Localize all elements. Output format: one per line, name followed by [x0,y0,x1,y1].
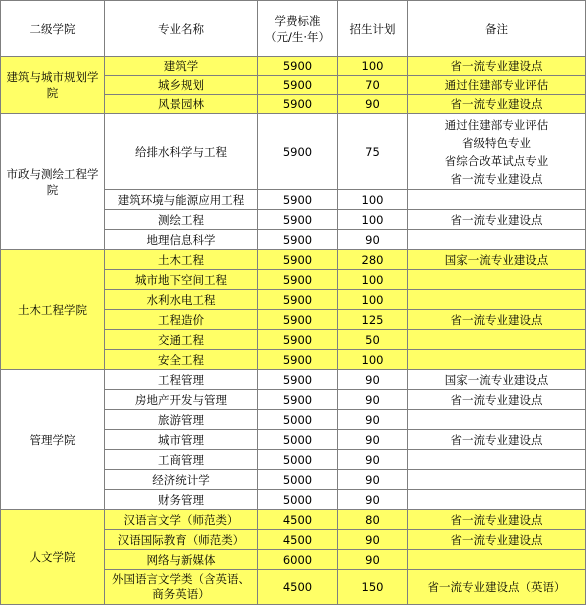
header-note: 备注 [408,1,586,57]
major-cell: 汉语言文学（师范类） [105,510,258,530]
note-cell: 国家一流专业建设点 [408,370,586,390]
plan-cell: 90 [338,230,408,250]
plan-cell: 75 [338,114,408,190]
note-cell [408,470,586,490]
major-cell: 土木工程 [105,250,258,270]
header-major: 专业名称 [105,1,258,57]
header-plan: 招生计划 [338,1,408,57]
table-row [1,510,586,530]
fee-cell: 5900 [258,114,338,190]
plan-cell: 100 [338,290,408,310]
fee-cell: 5000 [258,450,338,470]
header-college: 二级学院 [1,1,105,57]
major-cell: 测绘工程 [105,210,258,230]
note-cell: 省一流专业建设点 [408,430,586,450]
plan-cell: 90 [338,490,408,510]
major-cell: 风景园林 [105,95,258,114]
note-cell [408,330,586,350]
note-cell: 省一流专业建设点 [408,310,586,330]
college-cell [1,510,105,605]
note-cell: 省一流专业建设点 [408,390,586,410]
major-cell: 网络与新媒体 [105,550,258,570]
major-cell: 交通工程 [105,330,258,350]
fee-cell: 5000 [258,490,338,510]
major-cell: 安全工程 [105,350,258,370]
fee-cell: 5000 [258,470,338,490]
fee-cell: 5900 [258,310,338,330]
note-cell: 省一流专业建设点 [408,210,586,230]
plan-cell: 90 [338,530,408,550]
plan-cell: 80 [338,510,408,530]
fee-cell: 5900 [258,370,338,390]
major-cell: 旅游管理 [105,410,258,430]
fee-cell: 5900 [258,330,338,350]
plan-cell: 90 [338,370,408,390]
plan-cell: 100 [338,270,408,290]
fee-cell: 6000 [258,550,338,570]
plan-cell: 100 [338,190,408,210]
major-cell: 给排水科学与工程 [105,114,258,190]
note-cell: 通过住建部专业评估 [408,76,586,95]
note-cell: 省一流专业建设点 [408,510,586,530]
plan-cell: 70 [338,76,408,95]
college-name: 人文学院 [29,550,76,564]
plan-cell: 90 [338,430,408,450]
header-fee [258,1,338,57]
note-cell: 通过住建部专业评估 省级特色专业 省综合改革试点专业 省一流专业建设点 [408,114,586,190]
plan-cell: 280 [338,250,408,270]
plan-cell: 90 [338,390,408,410]
table-row [1,370,586,390]
plan-cell: 90 [338,470,408,490]
table-row [1,57,586,76]
fee-cell: 5900 [258,290,338,310]
major-name: 外国语言文学类（含英语、商务英语） [112,572,250,601]
major-cell: 建筑环境与能源应用工程 [105,190,258,210]
major-cell: 工商管理 [105,450,258,470]
college-cell [1,114,105,250]
note-cell [408,270,586,290]
major-cell: 汉语国际教育（师范类） [105,530,258,550]
fee-cell: 5900 [258,250,338,270]
plan-cell: 90 [338,410,408,430]
plan-cell: 50 [338,330,408,350]
plan-cell: 125 [338,310,408,330]
fee-cell: 5900 [258,230,338,250]
note-cell [408,230,586,250]
note-cell: 省一流专业建设点 [408,57,586,76]
plan-cell: 100 [338,57,408,76]
major-cell: 财务管理 [105,490,258,510]
fee-cell: 5900 [258,95,338,114]
note-cell [408,550,586,570]
major-cell: 城市地下空间工程 [105,270,258,290]
college-cell [1,57,105,114]
note-cell [408,450,586,470]
plan-cell: 100 [338,350,408,370]
major-cell: 城市管理 [105,430,258,450]
fee-cell: 5000 [258,410,338,430]
fee-cell: 5900 [258,270,338,290]
plan-cell: 90 [338,550,408,570]
note-cell: 省一流专业建设点 [408,530,586,550]
major-cell: 水利水电工程 [105,290,258,310]
note-cell [408,410,586,430]
fee-cell: 5900 [258,57,338,76]
fee-cell: 5000 [258,430,338,450]
fee-cell: 4500 [258,570,338,605]
note-cell [408,190,586,210]
major-cell: 工程造价 [105,310,258,330]
college-name: 管理学院 [29,432,76,447]
plan-cell: 150 [338,570,408,605]
header-fee-text: 学费标准（元/生·年） [264,13,331,44]
note-cell: 省一流专业建设点（英语） [408,570,586,605]
plan-cell: 100 [338,210,408,230]
major-cell: 城乡规划 [105,76,258,95]
note-cell: 国家一流专业建设点 [408,250,586,270]
plan-cell: 90 [338,450,408,470]
fee-cell: 5900 [258,390,338,410]
plan-cell: 90 [338,95,408,114]
major-cell: 建筑学 [105,57,258,76]
major-cell [105,570,258,605]
major-cell: 经济统计学 [105,470,258,490]
note-cell [408,290,586,310]
note-cell [408,350,586,370]
college-name: 市政与测绘工程学院 [6,166,99,197]
fee-cell: 4500 [258,510,338,530]
table-row [1,114,586,190]
major-cell: 工程管理 [105,370,258,390]
note-cell: 省一流专业建设点 [408,95,586,114]
college-cell [1,370,105,510]
fee-cell: 5900 [258,350,338,370]
fee-cell: 5900 [258,190,338,210]
note-cell [408,490,586,510]
fee-cell: 4500 [258,530,338,550]
college-name: 土木工程学院 [18,302,87,317]
college-name: 建筑与城市规划学院 [6,70,99,100]
college-cell [1,250,105,370]
table-row [1,250,586,270]
major-cell: 房地产开发与管理 [105,390,258,410]
fee-cell: 5900 [258,210,338,230]
fee-cell: 5900 [258,76,338,95]
major-cell: 地理信息科学 [105,230,258,250]
